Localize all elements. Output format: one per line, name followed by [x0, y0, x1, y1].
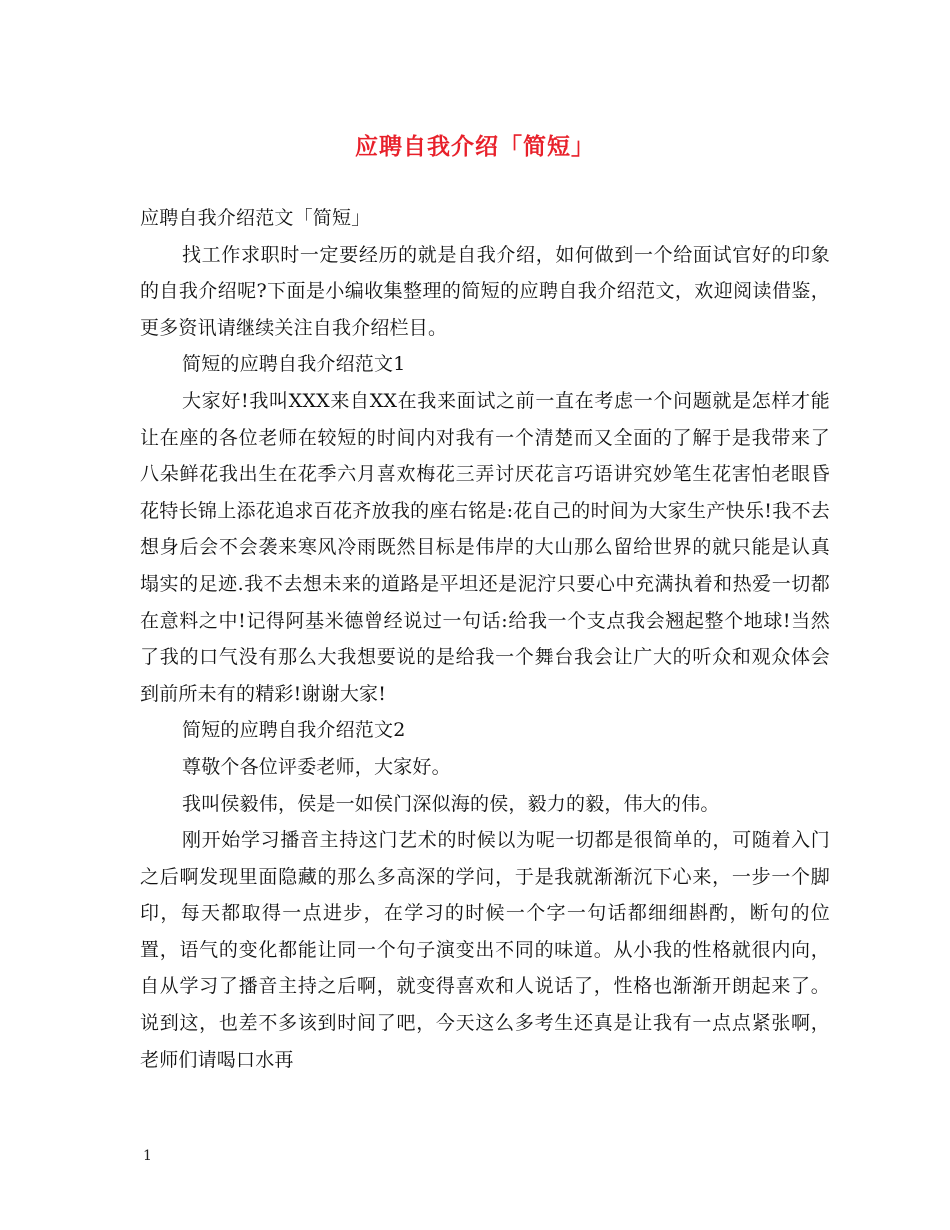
paragraph-subtitle: 应聘自我介绍范文「简短」 [140, 207, 371, 229]
section-heading-1: 简短的应聘自我介绍范文1 [182, 353, 406, 376]
section-heading-2: 简短的应聘自我介绍范文2 [182, 719, 406, 742]
document-body [140, 200, 830, 1078]
paragraph-intro: 找工作求职时一定要经历的就是自我介绍，如何做到一个给面试官好的印象的自我介绍呢?下面是小编收集整理的简短的应聘自我介绍范文，欢迎阅读借鉴，更多资讯请继续关注自我介绍栏目。 [140, 243, 830, 339]
paragraph-sample-2: 刚开始学习播音主持这门艺术的时候以为呢一切都是很简单的，可随着入门之后啊发现里面隐藏的那么多高深的学问，于是我就渐渐沉下心来，一步一个脚印，每天都取得一点进步，在学习的时候一个字一句话都细细斟酌，断句的位置，语气的变化都能让同一个句子演变出不同的味道。从小我的性格就很内向，自从学习了播音主持之后啊，就变得喜欢和人说话了，性格也渐渐开朗起来了。说到这，也差不多该到时间了吧，今天这么多考生还真是让我有一点点紧张啊，老师们请喝口水再 [140, 829, 830, 1071]
paragraph-greeting: 尊敬个各位评委老师，大家好。 [182, 755, 451, 778]
paragraph-sample-1: 大家好!我叫XXX来自XX在我来面试之前一直在考虑一个问题就是怎样才能让在座的各位老师在较短的时间内对我有一个清楚而又全面的了解于是我带来了八朵鲜花我出生在花季六月喜欢梅花三弄讨厌花言巧语讲究妙笔生花害怕老眼昏花特长锦上添花追求百花齐放我的座右铭是:花自己的时间为大家生产快乐!我不去想身后会不会袭来寒风冷雨既然目标是伟岸的大山那么留给世界的就只能是认真塌实的足迹.我不去想未来的道路是平坦还是泥泞只要心中充满执着和热爱一切都在意料之中!记得阿基米德曾经说过一句话:给我一个支点我会翘起整个地球!当然了我的口气没有那么大我想要说的是给我一个舞台我会让广大的听众和观众体会到前所未有的精彩!谢谢大家! [140, 389, 830, 705]
document-title: 应聘自我介绍「简短」 [355, 133, 595, 160]
page-number: 1 [143, 1148, 152, 1164]
paragraph-name: 我叫侯毅伟，侯是一如侯门深似海的侯，毅力的毅，伟大的伟。 [182, 792, 720, 815]
